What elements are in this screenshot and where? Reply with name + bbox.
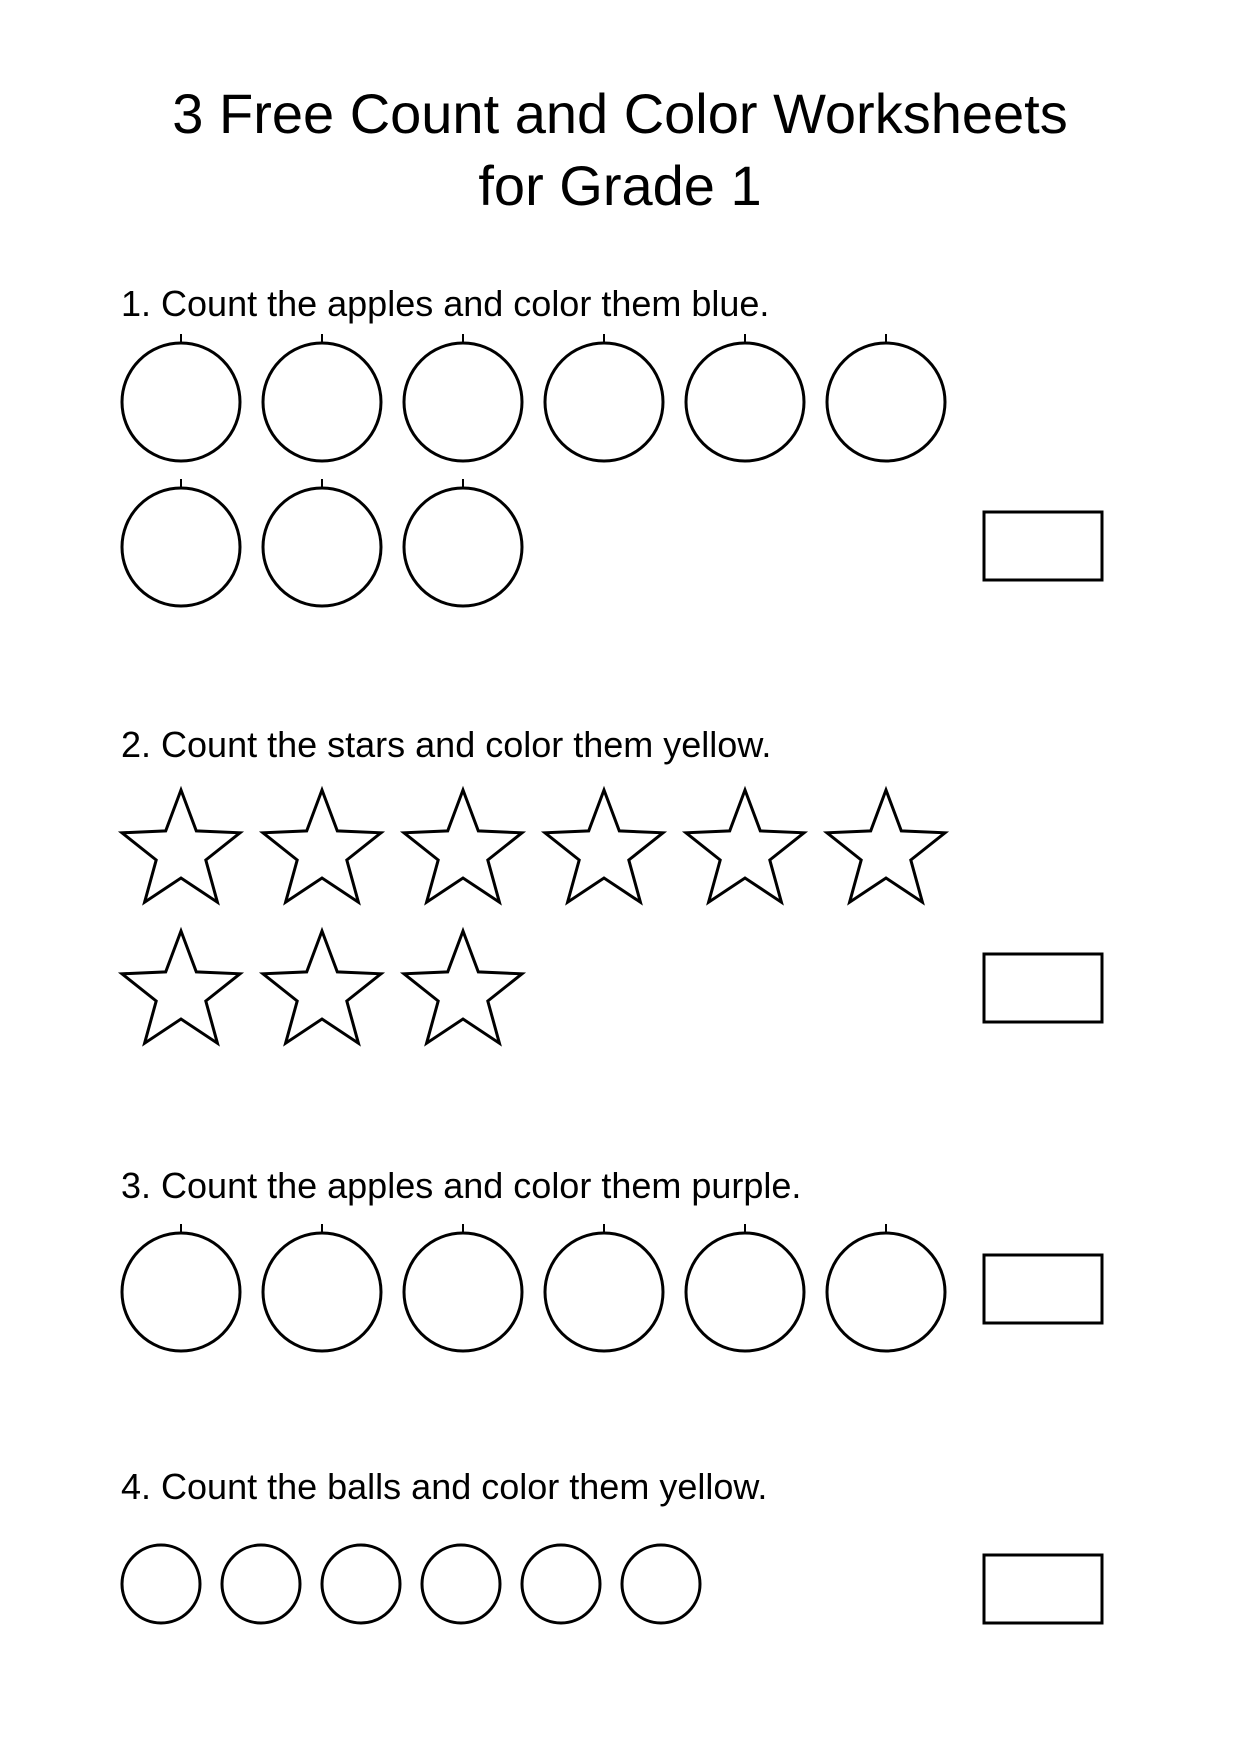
question-2-answer-box[interactable]: [984, 954, 1102, 1022]
apple-icon[interactable]: [545, 1233, 663, 1351]
apple-icon[interactable]: [827, 1233, 945, 1351]
question-4-objects: [122, 1545, 700, 1623]
star-icon[interactable]: [122, 790, 240, 902]
apple-icon[interactable]: [827, 343, 945, 461]
question-3-instruction: 3. Count the apples and color them purple.: [121, 1165, 802, 1206]
ball-icon[interactable]: [222, 1545, 300, 1623]
ball-icon[interactable]: [522, 1545, 600, 1623]
ball-icon[interactable]: [122, 1545, 200, 1623]
question-1-answer-box[interactable]: [984, 512, 1102, 580]
question-1-objects: [122, 334, 945, 606]
question-4-instruction: 4. Count the balls and color them yellow.: [121, 1466, 768, 1507]
apple-icon[interactable]: [404, 488, 522, 606]
star-icon[interactable]: [545, 790, 663, 902]
ball-icon[interactable]: [622, 1545, 700, 1623]
apple-icon[interactable]: [263, 488, 381, 606]
star-icon[interactable]: [122, 931, 240, 1043]
apple-icon[interactable]: [122, 343, 240, 461]
title-line-2: for Grade 1: [478, 154, 762, 217]
apple-icon[interactable]: [686, 343, 804, 461]
apple-icon[interactable]: [686, 1233, 804, 1351]
apple-icon[interactable]: [404, 343, 522, 461]
apple-icon[interactable]: [122, 1233, 240, 1351]
question-3-answer-box[interactable]: [984, 1255, 1102, 1323]
apple-icon[interactable]: [545, 343, 663, 461]
ball-icon[interactable]: [322, 1545, 400, 1623]
ball-icon[interactable]: [422, 1545, 500, 1623]
question-4-answer-box[interactable]: [984, 1555, 1102, 1623]
question-3-objects: [122, 1224, 945, 1351]
question-2-instruction: 2. Count the stars and color them yellow.: [121, 724, 772, 765]
star-icon[interactable]: [827, 790, 945, 902]
star-icon[interactable]: [263, 931, 381, 1043]
question-2-objects: [122, 790, 945, 1043]
star-icon[interactable]: [404, 790, 522, 902]
apple-icon[interactable]: [122, 488, 240, 606]
apple-icon[interactable]: [263, 343, 381, 461]
apple-icon[interactable]: [404, 1233, 522, 1351]
star-icon[interactable]: [263, 790, 381, 902]
star-icon[interactable]: [404, 931, 522, 1043]
apple-icon[interactable]: [263, 1233, 381, 1351]
title-line-1: 3 Free Count and Color Worksheets: [172, 82, 1068, 145]
question-1-instruction: 1. Count the apples and color them blue.: [121, 283, 770, 324]
star-icon[interactable]: [686, 790, 804, 902]
